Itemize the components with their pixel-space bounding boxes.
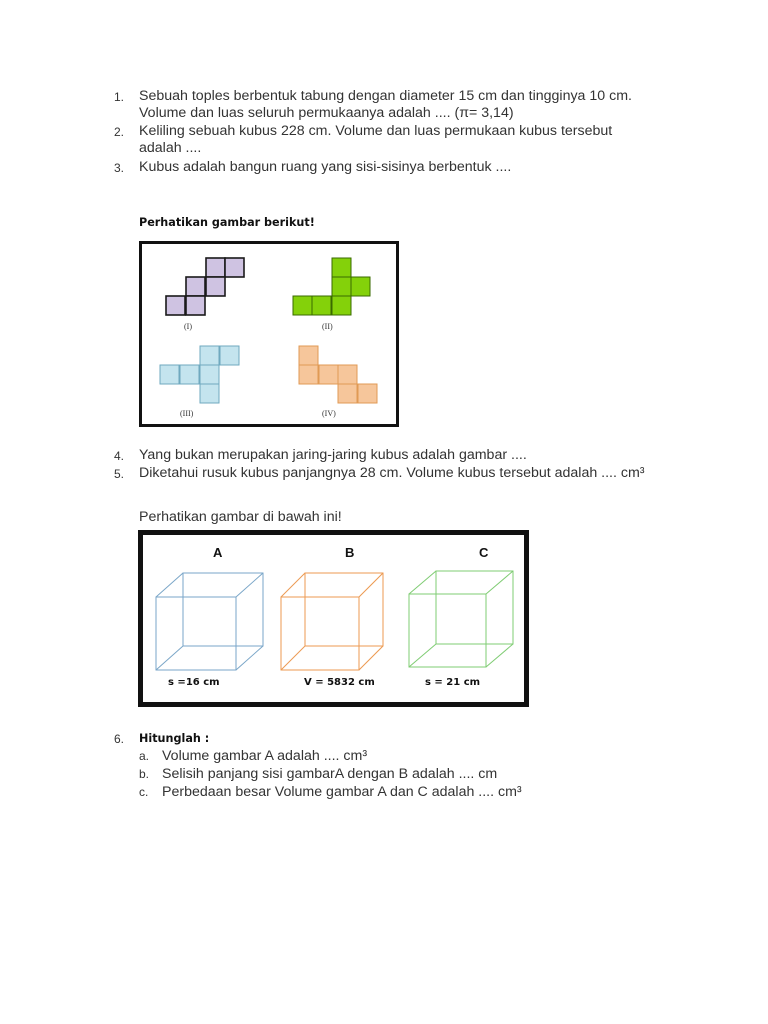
section-heading-2: Perhatikan gambar di bawah ini! <box>139 509 342 525</box>
cube-a <box>156 573 263 670</box>
net-label-4: (IV) <box>322 409 336 418</box>
net-1 <box>166 258 244 315</box>
question-text-line: Sebuah toples berbentuk tabung dengan diameter 15 cm dan tingginya 10 cm. <box>139 88 632 104</box>
cubes-diagram <box>143 535 524 702</box>
cube-nets-diagram <box>142 244 396 424</box>
question-number: 4. <box>114 449 125 463</box>
question-heading: Hitunglah : <box>139 732 210 745</box>
cube-caption-b: V = 5832 cm <box>304 677 375 688</box>
question-text: Diketahui rusuk kubus panjangnya 28 cm. Volume kubus tersebut adalah .... cm³ <box>139 465 645 481</box>
net-3 <box>160 346 239 403</box>
question-number: 2. <box>114 125 125 139</box>
net-2 <box>293 258 370 315</box>
cube-c <box>409 571 513 667</box>
cube-b <box>281 573 383 670</box>
cube-label-c: C <box>479 545 489 560</box>
question-number: 1. <box>114 90 125 104</box>
question-text-line: Keliling sebuah kubus 228 cm. Volume dan luas permukaan kubus tersebut <box>139 123 613 139</box>
question-number: 3. <box>114 161 125 175</box>
cube-caption-a: s =16 cm <box>168 677 220 688</box>
question-text-line: adalah .... <box>139 140 202 156</box>
cube-nets-figure <box>139 241 399 427</box>
net-label-1: (I) <box>184 322 192 331</box>
item-text: Volume gambar A adalah .... cm³ <box>162 748 368 764</box>
net-label-3: (III) <box>180 409 194 418</box>
net-4 <box>299 346 377 403</box>
section-heading: Perhatikan gambar berikut! <box>139 216 315 229</box>
cube-caption-c: s = 21 cm <box>425 677 481 688</box>
item-letter: c. <box>139 785 149 799</box>
item-letter: b. <box>139 767 150 781</box>
cubes-figure <box>138 530 529 707</box>
question-text-line: Kubus adalah bangun ruang yang sisi-sisinya berbentuk .... <box>139 159 512 175</box>
item-text: Selisih panjang sisi gambarA dengan B adalah .... cm <box>162 766 498 782</box>
question-number: 6. <box>114 732 125 746</box>
net-label-2: (II) <box>322 322 333 331</box>
cube-label-b: B <box>345 545 355 560</box>
question-number: 5. <box>114 467 125 481</box>
cube-label-a: A <box>213 545 223 560</box>
item-text: Perbedaan besar Volume gambar A dan C adalah .... cm³ <box>162 784 522 800</box>
question-text: Yang bukan merupakan jaring-jaring kubus adalah gambar .... <box>139 447 527 463</box>
question-text-line: Volume dan luas seluruh permukaanya adalah .... (π= 3,14) <box>139 105 514 121</box>
item-letter: a. <box>139 749 150 763</box>
